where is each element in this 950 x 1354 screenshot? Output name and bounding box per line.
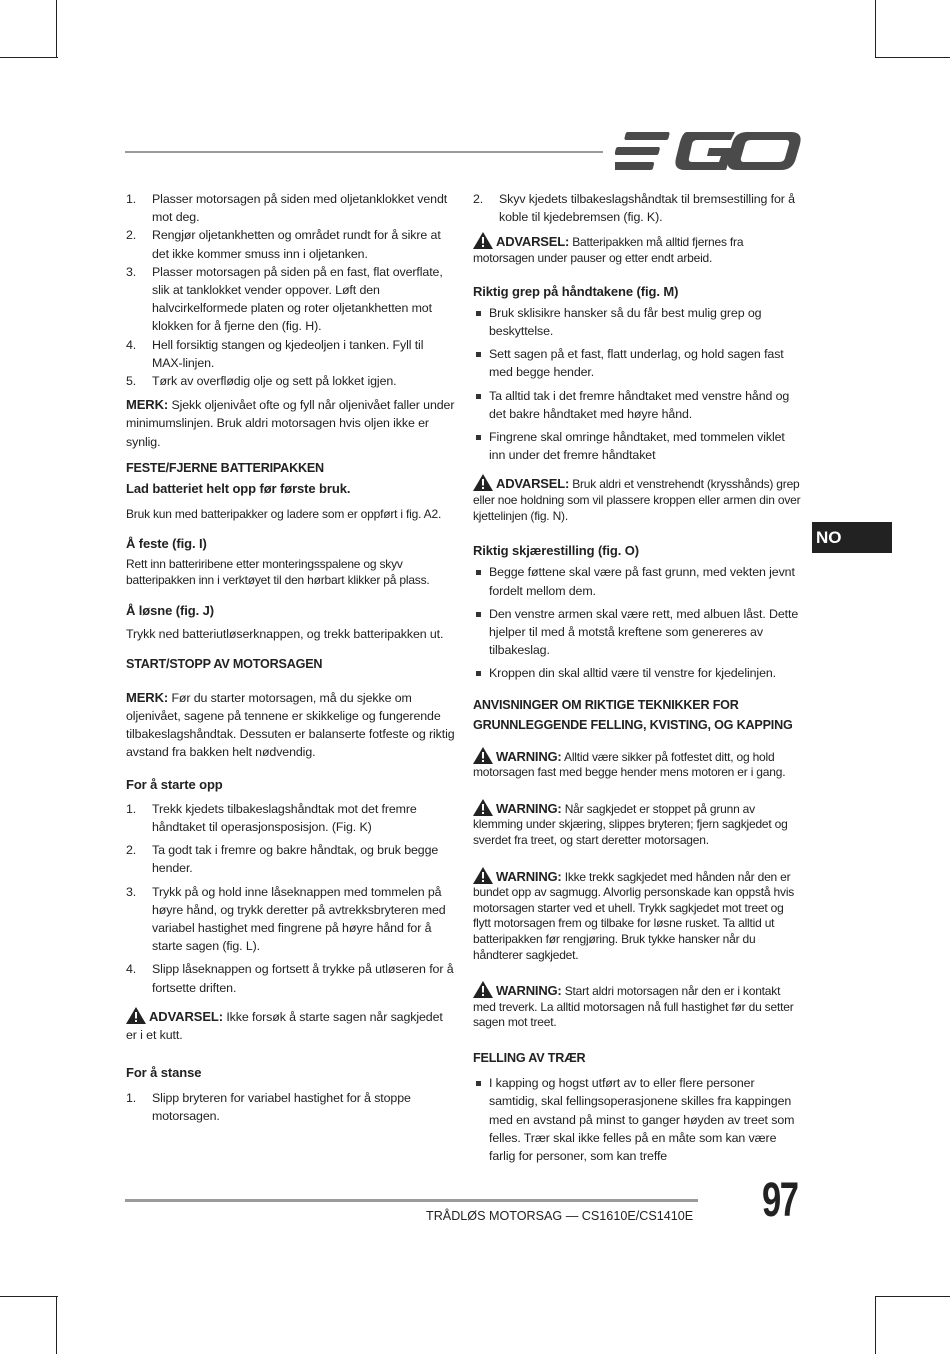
warning-icon	[473, 474, 493, 491]
stance-list	[473, 563, 803, 682]
warning-icon	[126, 1007, 146, 1024]
list-item: 1. Trekk kjedets tilbakeslagshåndtak mot det fremre håndtaket til operasjonsposisjon. (Fig. K)	[126, 801, 417, 835]
list-item: 1. Plasser motorsagen på siden med oljetanklokket vendt mot deg.	[126, 192, 448, 225]
list-item: Ta alltid tak i det fremre håndtaket med venstre hånd og det bakre håndtaket med høyre hånd.	[473, 387, 803, 423]
stop-heading: For å stanse	[126, 1065, 202, 1081]
list-item: 2. Ta godt tak i fremre og bakre håndtak, og bruk begge hender.	[126, 843, 439, 876]
left-column	[126, 190, 456, 1125]
stop-steps-list	[126, 1089, 456, 1125]
warning-pinched-chain: WARNING: Når sagkjedet er stoppet på grunn av klemming under skjæring, slippes bryteren; fjern sagkjedet og sverdet fra treet, og start deretter motorsagen.	[473, 800, 788, 847]
grip-heading: Riktig grep på håndtakene (fig. M)	[473, 283, 679, 299]
ego-logo	[615, 128, 801, 174]
warning-icon	[473, 799, 493, 816]
grip-list	[473, 304, 803, 465]
battery-warning: ADVARSEL: Batteripakken må alltid fjernes fra motorsagen under pauser og etter endt arbeid.	[473, 234, 744, 265]
brake-step-list	[473, 190, 803, 226]
start-steps-list	[126, 800, 456, 997]
crop-mark	[0, 57, 58, 58]
warning-icon	[473, 981, 493, 998]
crop-mark	[875, 0, 876, 58]
start-note: MERK: Før du starter motorsagen, må du sjekke om oljenivået, sagene på tennene er skikkelige og fungerende tilbakeslagshåndtak. Dessuten er balanserte fotfeste og riktig avstand fra bakken helt nødvendig.	[126, 689, 455, 760]
crop-mark	[56, 0, 57, 58]
list-item: 2. Skyv kjedets tilbakeslagshåndtak til bremsestilling for å koble til kjedebremsen (fig. K).	[473, 192, 795, 225]
warning-sawdust: WARNING: Ikke trekk sagkjedet med hånden når den er bundet opp av sagmugg. Alvorlig personskade kan oppstå hvis motorsagen starter ved et uhell. Trykk sagkjedet mot treet og flytt motorsagen frem og tilbake for løsne rusket. Ta alltid ut batteripakken før rengjøring. Bruk tykke hansker når du håndterer sagkjedet.	[473, 868, 795, 962]
battery-heading: FESTE/FJERNE BATTERIPAKKEN	[126, 460, 324, 475]
footer-rule	[125, 1199, 698, 1202]
list-item: Bruk sklisikre hansker så du får best mulig grep og beskyttelse.	[473, 304, 803, 340]
list-item: 4. Hell forsiktig stangen og kjedeoljen i tanken. Fyll til MAX-linjen.	[126, 337, 424, 370]
list-item: Begge føttene skal være på fast grunn, med vekten jevnt fordelt mellom dem.	[473, 563, 803, 599]
list-item: 2. Rengjør oljetankhetten og området rundt for å sikre at det ikke kommer smuss inn i oljetanken.	[126, 228, 441, 261]
list-item: Den venstre armen skal være rett, med albuen låst. Dette hjelper til med å motstå kreftene som genereres av tilbakeslag.	[473, 605, 803, 660]
release-heading: Å løsne (fig. J)	[126, 603, 214, 619]
attach-heading: Å feste (fig. I)	[126, 535, 207, 551]
crop-mark	[0, 1296, 58, 1297]
technique-heading: ANVISNINGER OM RIKTIGE TEKNIKKER FOR GRUNNLEGGENDE FELLING, KVISTING, OG KAPPING	[473, 697, 793, 732]
language-tab: NO	[812, 522, 892, 553]
crop-mark	[875, 1296, 876, 1354]
start-heading: For å starte opp	[126, 776, 223, 792]
felling-list	[473, 1074, 803, 1165]
list-item: 4. Slipp låseknappen og fortsett å trykke på utløseren for å fortsette driften.	[126, 962, 454, 995]
battery-subheading: Lad batteriet helt opp før første bruk.	[126, 481, 351, 497]
warning-icon	[473, 232, 493, 249]
right-column	[473, 190, 803, 1170]
start-warning: ADVARSEL: Ikke forsøk å starte sagen når sagkjedet er i et kutt.	[126, 1008, 443, 1043]
warning-icon	[473, 867, 493, 884]
warning-footing: WARNING: Alltid være sikker på fotfestet ditt, og hold motorsagen fast med begge hender mens motoren er i gang.	[473, 748, 786, 780]
release-text: Trykk ned batteriutløserknappen, og trekk batteripakken ut.	[126, 627, 444, 642]
stance-heading: Riktig skjærestilling (fig. O)	[473, 543, 640, 559]
warning-icon	[473, 747, 493, 764]
oil-steps-list	[126, 190, 456, 390]
list-item: Fingrene skal omringe håndtaket, med tommelen viklet inn under det fremre håndtaket	[473, 428, 803, 464]
list-item: 5. Tørk av overflødig olje og sett på lokket igjen.	[126, 374, 397, 389]
list-item: Kroppen din skal alltid være til venstre for kjedelinjen.	[473, 664, 803, 682]
oil-note: MERK: Sjekk oljenivået ofte og fyll når oljenivået faller under minimumslinjen. Bruk aldri motorsagen hvis oljen ikke er synlig.	[126, 397, 455, 449]
page-number: 97	[762, 1174, 798, 1227]
grip-warning: ADVARSEL: Bruk aldri et venstrehendt (krysshånds) grep eller noe holdning som vil plassere kroppen eller armen din over kjettelinjen (fig. N).	[473, 476, 801, 523]
list-item: 3. Plasser motorsagen på siden på en fast, flat overflate, slik at tanklokket vender oppover. Løft den halvcirkelformede platen og roter oljetankhetten mot klokken for å fjerne den (fig. H).	[126, 264, 443, 334]
start-stop-heading: START/STOPP AV MOTORSAGEN	[126, 656, 323, 671]
list-item: 3. Trykk på og hold inne låseknappen med tommelen på høyre hånd, og trykk deretter på avtrekksbryteren med variabel hastighet med fingrene på høyre hånd for å starte sagen (fig. L).	[126, 884, 446, 954]
crop-mark	[875, 57, 950, 58]
footer-title: TRÅDLØS MOTORSAG — CS1610E/CS1410E	[426, 1209, 694, 1223]
warning-start-contact: WARNING: Start aldri motorsagen når den er i kontakt med treverk. La alltid motorsagen nå full hastighet før du setter sagen mot treet.	[473, 983, 794, 1030]
felling-heading: FELLING AV TRÆR	[473, 1050, 586, 1065]
crop-mark	[56, 1296, 57, 1354]
battery-text: Bruk kun med batteripakker og ladere som er oppført i fig. A2.	[126, 507, 442, 522]
crop-mark	[875, 1296, 950, 1297]
list-item: Sett sagen på et fast, flatt underlag, og hold sagen fast med begge hender.	[473, 345, 803, 381]
list-item: I kapping og hogst utført av to eller flere personer samtidig, skal fellingsoperasjonene skilles fra kappingen med en avstand på minst to ganger høyden av treet som felles. Trær skal ikke felles på en måte som kan være farlig for personer, som kan treffe	[473, 1074, 803, 1165]
list-item: 1. Slipp bryteren for variabel hastighet for å stoppe motorsagen.	[126, 1090, 411, 1123]
header-rule	[125, 151, 603, 153]
attach-text: Rett inn batteriribene etter monteringsspalene og skyv batteripakken inn i verktøyet til den hørbart klikker på plass.	[126, 557, 430, 587]
